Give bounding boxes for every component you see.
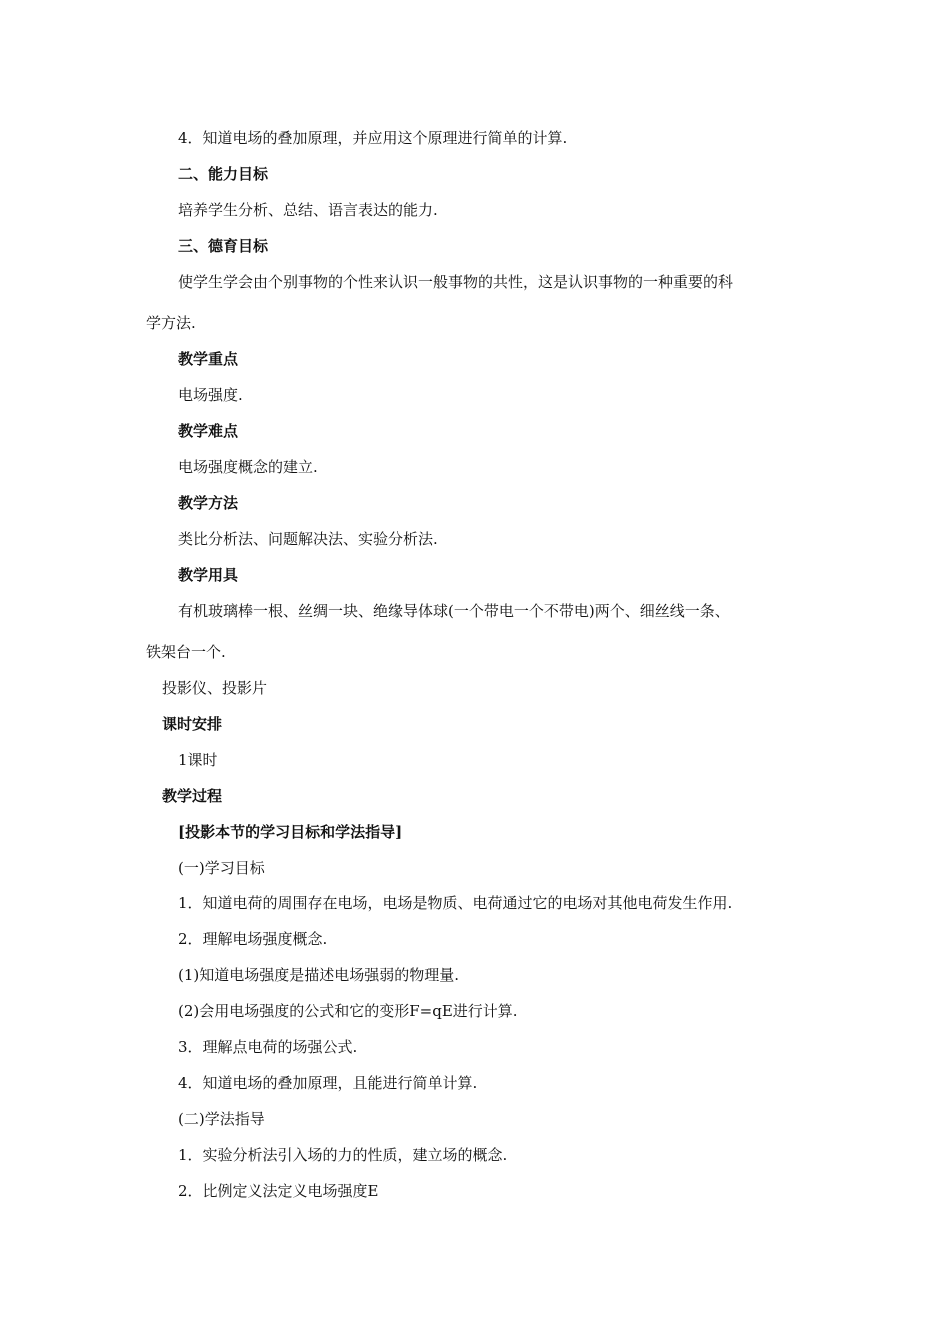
learning-goal-2: 2．理解电场强度概念. [178, 930, 328, 948]
learning-goal-4: 4．知道电场的叠加原理，且能进行简单计算. [178, 1074, 478, 1092]
tools-text-line-3: 投影仪、投影片 [162, 679, 268, 697]
key-point-text: 电场强度. [178, 386, 243, 404]
moral-objective-text-line-1: 使学生学会由个别事物的个性来认识一般事物的共性，这是认识事物的一种重要的科 [178, 273, 734, 291]
learning-goal-3: 3．理解点电荷的场强公式. [178, 1038, 358, 1056]
learning-goal-1: 1．知道电荷的周围存在电场，电场是物质、电荷通过它的电场对其他电荷发生作用. [178, 894, 733, 912]
learning-goal-2-2: (2)会用电场强度的公式和它的变形F=qE进行计算. [178, 1002, 518, 1020]
projection-heading: [投影本节的学习目标和学法指导] [178, 823, 403, 841]
study-guide-1: 1．实验分析法引入场的力的性质，建立场的概念. [178, 1146, 508, 1164]
tools-text-line-2: 铁架台一个. [146, 643, 226, 661]
tools-heading: 教学用具 [178, 566, 239, 584]
moral-objective-text-line-2: 学方法. [146, 314, 196, 332]
tools-text-line-1: 有机玻璃棒一根、丝绸一块、绝缘导体球(一个带电一个不带电)两个、细丝线一条、 [178, 602, 730, 620]
ability-objective-heading: 二、能力目标 [178, 165, 269, 183]
process-heading: 教学过程 [162, 787, 223, 805]
study-guide-heading: (二)学法指导 [178, 1110, 265, 1128]
method-text: 类比分析法、问题解决法、实验分析法. [178, 530, 438, 548]
schedule-text: 1课时 [178, 751, 218, 769]
learning-goals-heading: (一)学习目标 [178, 859, 265, 877]
objective-knowledge-4: 4．知道电场的叠加原理，并应用这个原理进行简单的计算. [178, 129, 568, 147]
learning-goal-2-1: (1)知道电场强度是描述电场强弱的物理量. [178, 966, 460, 984]
method-heading: 教学方法 [178, 494, 239, 512]
schedule-heading: 课时安排 [162, 715, 223, 733]
key-point-heading: 教学重点 [178, 350, 239, 368]
difficulty-text: 电场强度概念的建立. [178, 458, 318, 476]
study-guide-2: 2．比例定义法定义电场强度E [178, 1182, 379, 1200]
moral-objective-heading: 三、德育目标 [178, 237, 269, 255]
ability-objective-text: 培养学生分析、总结、语言表达的能力. [178, 201, 438, 219]
difficulty-heading: 教学难点 [178, 422, 239, 440]
